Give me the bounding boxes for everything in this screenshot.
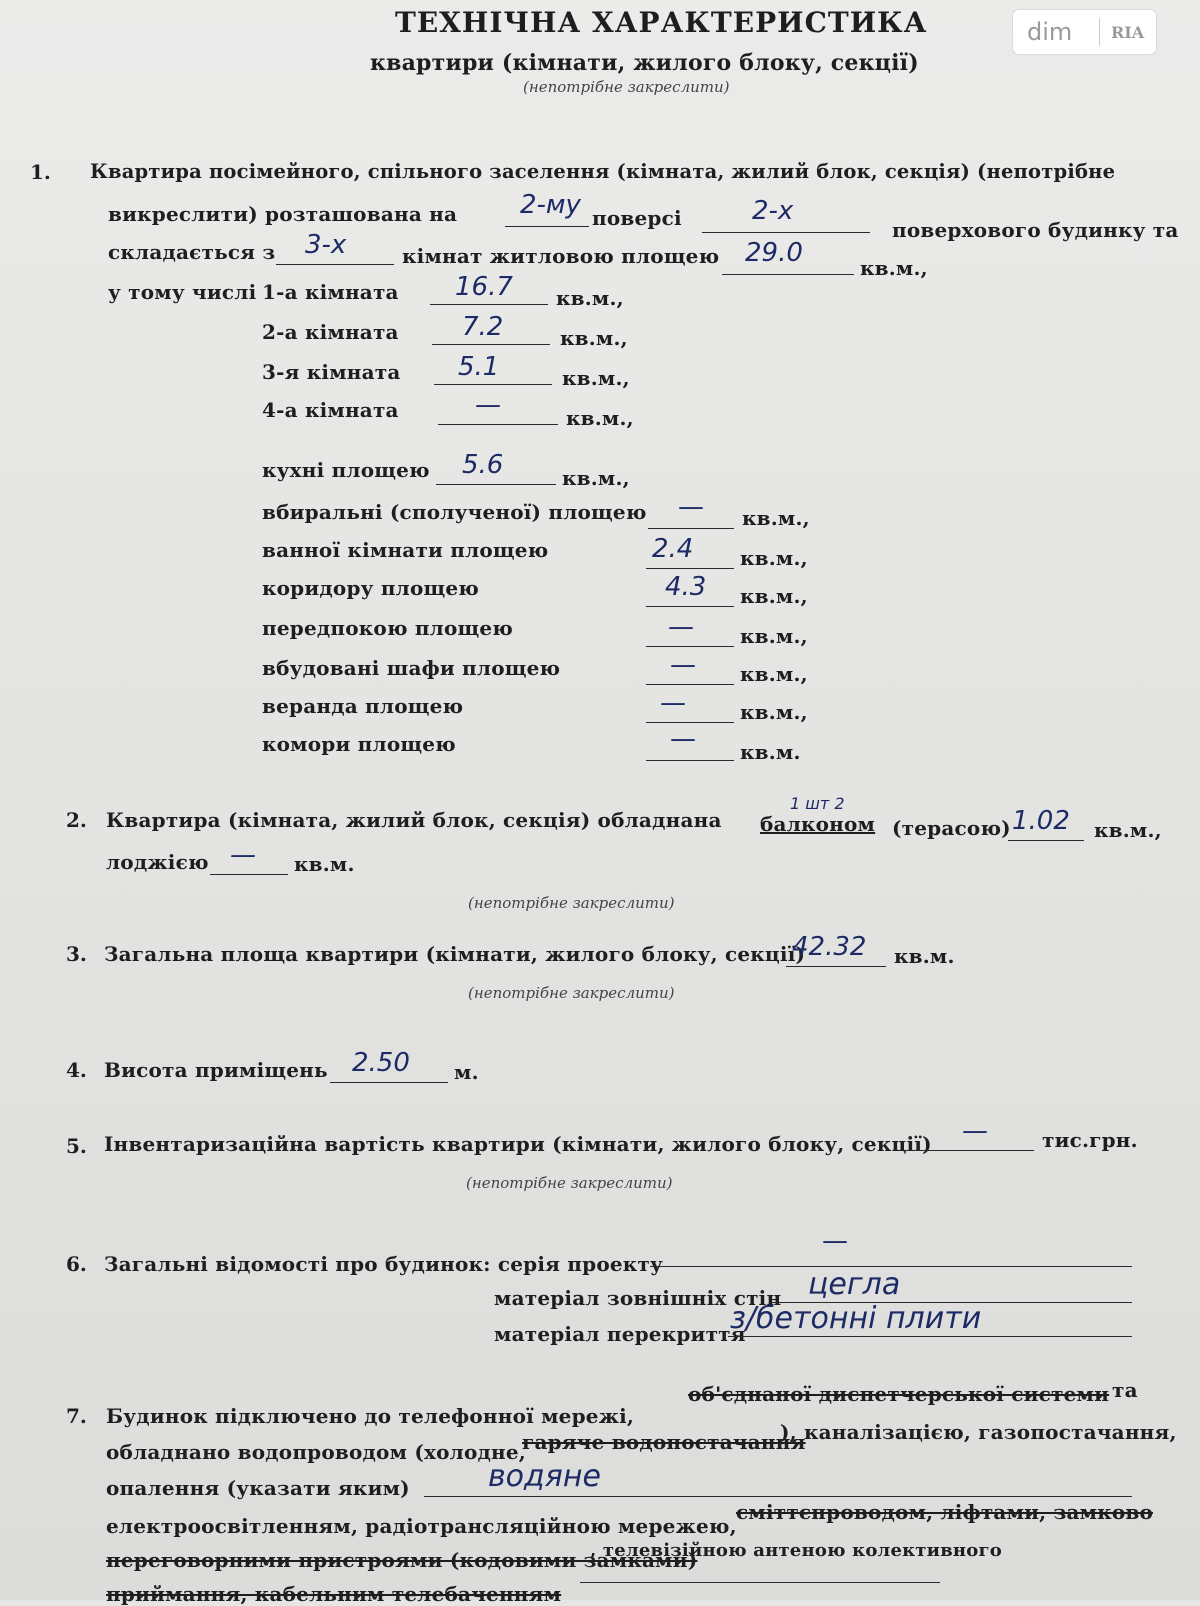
section-5-number: 5. xyxy=(66,1134,87,1158)
storage-unit: кв.м. xyxy=(740,740,801,764)
storage-value: — xyxy=(670,724,696,754)
title-note: (непотрібне закреслити) xyxy=(523,78,730,96)
room-3-value: 5.1 xyxy=(458,352,500,382)
section-7-number: 7. xyxy=(66,1404,87,1428)
loggia-line xyxy=(210,874,288,875)
total-area-value: 42.32 xyxy=(792,932,867,962)
s7-line1-b: та xyxy=(1112,1378,1138,1402)
s7-line5-b: , телевізійною антеною колективного xyxy=(590,1540,1002,1561)
hallway-unit: кв.м., xyxy=(740,624,808,648)
veranda-value: — xyxy=(660,688,686,718)
balcony-note: 1 шт 2 xyxy=(790,794,845,813)
room-2-label: 2-а кімната xyxy=(262,320,399,344)
bathroom-unit: кв.м., xyxy=(740,546,808,570)
toilet-value: — xyxy=(678,492,704,522)
series-value: — xyxy=(822,1226,848,1256)
watermark-dim: dim xyxy=(1027,18,1073,46)
loggia-label: лоджією xyxy=(106,850,209,874)
room-4-line xyxy=(438,424,558,425)
s4-text: Висота приміщень xyxy=(104,1058,328,1082)
cost-unit: тис.грн. xyxy=(1042,1128,1138,1152)
room-2-line xyxy=(432,344,550,345)
hallway-label: передпокою площею xyxy=(262,616,513,640)
s6-text: Загальні відомості про будинок: серія проекту xyxy=(104,1252,664,1276)
section-3-number: 3. xyxy=(66,942,87,966)
watermark-ria: RIA xyxy=(1111,23,1145,42)
doc-title: ТЕХНІЧНА ХАРАКТЕРИСТИКА xyxy=(395,6,928,39)
room-1-label: 1-а кімната xyxy=(262,280,399,304)
s1-line3-a: складається з xyxy=(108,240,276,264)
room-1-value: 16.7 xyxy=(455,272,513,302)
corridor-value: 4.3 xyxy=(665,572,707,602)
bathroom-label: ванної кімнати площею xyxy=(262,538,549,562)
s7-line4-a: електроосвітленням, радіотрансляційною мережею, xyxy=(106,1514,737,1538)
s7-line1-a: Будинок підключено до телефонної мережі, xyxy=(106,1404,635,1428)
veranda-unit: кв.м., xyxy=(740,700,808,724)
room-4-value: — xyxy=(475,390,501,420)
storage-line xyxy=(646,760,734,761)
rooms-count-value: 3-х xyxy=(305,230,347,260)
heating-line xyxy=(424,1496,1132,1497)
room-1-line xyxy=(430,304,548,305)
loggia-value: — xyxy=(230,840,256,870)
walls-value: цегла xyxy=(808,1267,901,1302)
s7-line2-struck: гаряче водопостачання xyxy=(522,1430,806,1454)
room-4-label: 4-а кімната xyxy=(262,398,399,422)
s1-line2-a: викреслити) розташована на xyxy=(108,202,458,226)
s7-line2-a: обладнано водопроводом (холодне, xyxy=(106,1440,526,1464)
section-2-number: 2. xyxy=(66,808,87,832)
living-area-value: 29.0 xyxy=(745,238,803,268)
s7-line6-struck: приймання, кабельним телебаченням xyxy=(106,1582,562,1606)
storage-label: комори площею xyxy=(262,732,456,756)
cost-line xyxy=(904,1150,1034,1151)
bathroom-value: 2.4 xyxy=(652,534,694,564)
s7-line4-struck: сміттєпроводом, ліфтами, замково xyxy=(736,1500,1154,1524)
section-1-number: 1. xyxy=(30,160,51,184)
kitchen-label: кухні площею xyxy=(262,458,430,482)
doc-subtitle: квартири (кімнати, жилого блоку, секції) xyxy=(370,50,919,76)
room-3-line xyxy=(434,384,552,385)
s5-note: (непотрібне закреслити) xyxy=(466,1174,673,1192)
bathroom-line xyxy=(646,568,734,569)
s3-note: (непотрібне закреслити) xyxy=(468,984,675,1002)
s2-note: (непотрібне закреслити) xyxy=(468,894,675,912)
cost-value: — xyxy=(962,1116,988,1146)
s7-line3-a: опалення (указати яким) xyxy=(106,1476,410,1500)
corridor-label: коридору площею xyxy=(262,576,479,600)
floor-line xyxy=(505,226,589,227)
wardrobe-value: — xyxy=(670,650,696,680)
rooms-count-line xyxy=(276,264,394,265)
toilet-line xyxy=(648,528,734,529)
kitchen-value: 5.6 xyxy=(462,450,504,480)
wardrobe-unit: кв.м., xyxy=(740,662,808,686)
balcony-area-line xyxy=(1008,840,1084,841)
s5-text: Інвентаризаційна вартість квартири (кімнати, жилого блоку, секції) xyxy=(104,1132,932,1156)
room-4-unit: кв.м., xyxy=(566,406,634,430)
hallway-line xyxy=(646,646,734,647)
height-line xyxy=(330,1082,448,1083)
floors-total-line xyxy=(702,232,870,233)
room-3-label: 3-я кімната xyxy=(262,360,401,384)
hallway-value: — xyxy=(668,612,694,642)
s7-line2-b: ), каналізацією, газопостачання, xyxy=(780,1420,1177,1444)
s3-text: Загальна площа квартири (кімнати, жилого блоку, секції) xyxy=(104,942,806,966)
living-area-unit: кв.м., xyxy=(860,256,928,280)
toilet-unit: кв.м., xyxy=(742,506,810,530)
section-6-number: 6. xyxy=(66,1252,87,1276)
s1-line2-c: поверхового будинку та xyxy=(892,218,1179,242)
s1-line3-b: кімнат житловою площею xyxy=(402,244,720,268)
room-3-unit: кв.м., xyxy=(562,366,630,390)
veranda-label: веранда площею xyxy=(262,694,464,718)
living-area-line xyxy=(722,274,854,275)
total-area-unit: кв.м. xyxy=(894,944,955,968)
s2-text-b: (терасою) xyxy=(892,816,1011,840)
wardrobe-line xyxy=(646,684,734,685)
floor-material-label: матеріал перекриття xyxy=(494,1322,746,1346)
wardrobe-label: вбудовані шафи площею xyxy=(262,656,561,680)
incl-label: у тому числі xyxy=(108,280,257,304)
section-4-number: 4. xyxy=(66,1058,87,1082)
room-2-unit: кв.м., xyxy=(560,326,628,350)
floor-value: 2-му xyxy=(520,190,581,220)
loggia-unit: кв.м. xyxy=(294,852,355,876)
room-1-unit: кв.м., xyxy=(556,286,624,310)
kitchen-line xyxy=(436,484,556,485)
room-2-value: 7.2 xyxy=(462,312,504,342)
total-area-line xyxy=(786,966,886,967)
kitchen-unit: кв.м., xyxy=(562,466,630,490)
s1-line2-b: поверсі xyxy=(592,206,682,230)
s7-final-line xyxy=(580,1582,940,1583)
heating-value: водяне xyxy=(488,1459,601,1494)
s2-text-a: Квартира (кімната, жилий блок, секція) обладнана xyxy=(106,808,722,832)
balcony-area-unit: кв.м., xyxy=(1094,818,1162,842)
walls-label: матеріал зовнішніх стін xyxy=(494,1286,782,1310)
balcony-area-value: 1.02 xyxy=(1012,806,1070,836)
floors-total-value: 2-х xyxy=(752,196,794,226)
floor-material-line xyxy=(728,1336,1132,1337)
dimria-watermark xyxy=(1013,10,1156,54)
toilet-label: вбиральні (сполученої) площею xyxy=(262,500,647,524)
corridor-line xyxy=(646,606,734,607)
s1-line1: Квартира посімейного, спільного заселення (кімната, жилий блок, секція) (непотрібне xyxy=(90,160,1116,183)
s7-line5-struck: переговорними пристроями (кодовими замками) xyxy=(106,1548,698,1572)
height-unit: м. xyxy=(454,1060,479,1084)
height-value: 2.50 xyxy=(352,1048,410,1078)
s7-line1-struck: об'єднаної диспетчерської системи xyxy=(688,1382,1110,1406)
corridor-unit: кв.м., xyxy=(740,584,808,608)
veranda-line xyxy=(646,722,734,723)
watermark-separator xyxy=(1099,18,1100,46)
balcony-word: балконом xyxy=(760,812,876,836)
floor-material-value: з/бетонні плити xyxy=(730,1301,982,1336)
